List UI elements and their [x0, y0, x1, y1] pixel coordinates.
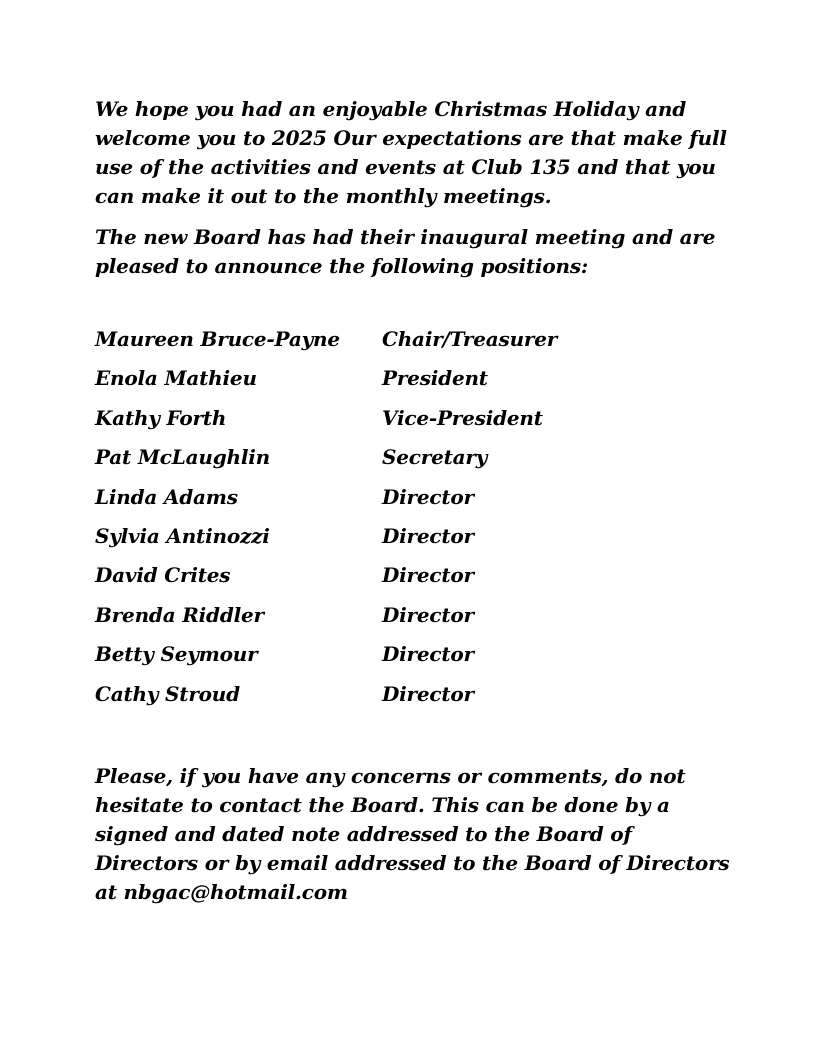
member-name: Enola Mathieu [95, 366, 257, 391]
closing-paragraph: Please, if you have any concerns or comments, do not hesitate to contact the Board. This can be done by a signed and dated note addressed to the Board of Directors or by email addressed to the Board of Directors at nbgac@hotmail.com [95, 764, 730, 904]
roster-row [95, 563, 655, 602]
member-position: Director [382, 602, 474, 627]
member-position: President [382, 366, 488, 391]
member-name: Kathy Forth [95, 405, 227, 430]
member-name: Cathy Stroud [95, 681, 240, 706]
board-roster [95, 327, 655, 721]
member-name: David Crites [95, 563, 231, 588]
member-position: Director [382, 681, 474, 706]
member-position: Chair/Treasurer [382, 327, 558, 351]
roster-row [95, 327, 655, 366]
member-position: Director [382, 523, 474, 548]
member-position: Director [382, 484, 474, 509]
roster-row [95, 406, 655, 445]
member-name: Linda Adams [95, 484, 238, 509]
member-position: Director [382, 642, 474, 667]
roster-row [95, 682, 655, 721]
member-name: Pat McLaughlin [95, 445, 271, 470]
member-position: Vice-President [382, 405, 543, 430]
member-name: Maureen Bruce-Payne [95, 327, 340, 351]
intro-paragraph: We hope you had an enjoyable Christmas Holiday and welcome you to 2025 Our expectations are that make full use of the activities and events at Club 135 and that you can make it out to the monthly meetings. [95, 97, 727, 208]
roster-row [95, 642, 655, 681]
member-name: Betty Seymour [95, 642, 258, 667]
roster-row [95, 603, 655, 642]
member-name: Sylvia Antinozzi [95, 523, 270, 548]
announcement-paragraph: The new Board has had their inaugural meeting and are pleased to announce the following positions: [95, 225, 716, 278]
roster-row [95, 485, 655, 524]
member-position: Secretary [382, 445, 488, 470]
roster-row [95, 366, 655, 405]
member-name: Brenda Riddler [95, 602, 264, 627]
roster-row [95, 524, 655, 563]
member-position: Director [382, 563, 474, 588]
roster-row [95, 445, 655, 484]
